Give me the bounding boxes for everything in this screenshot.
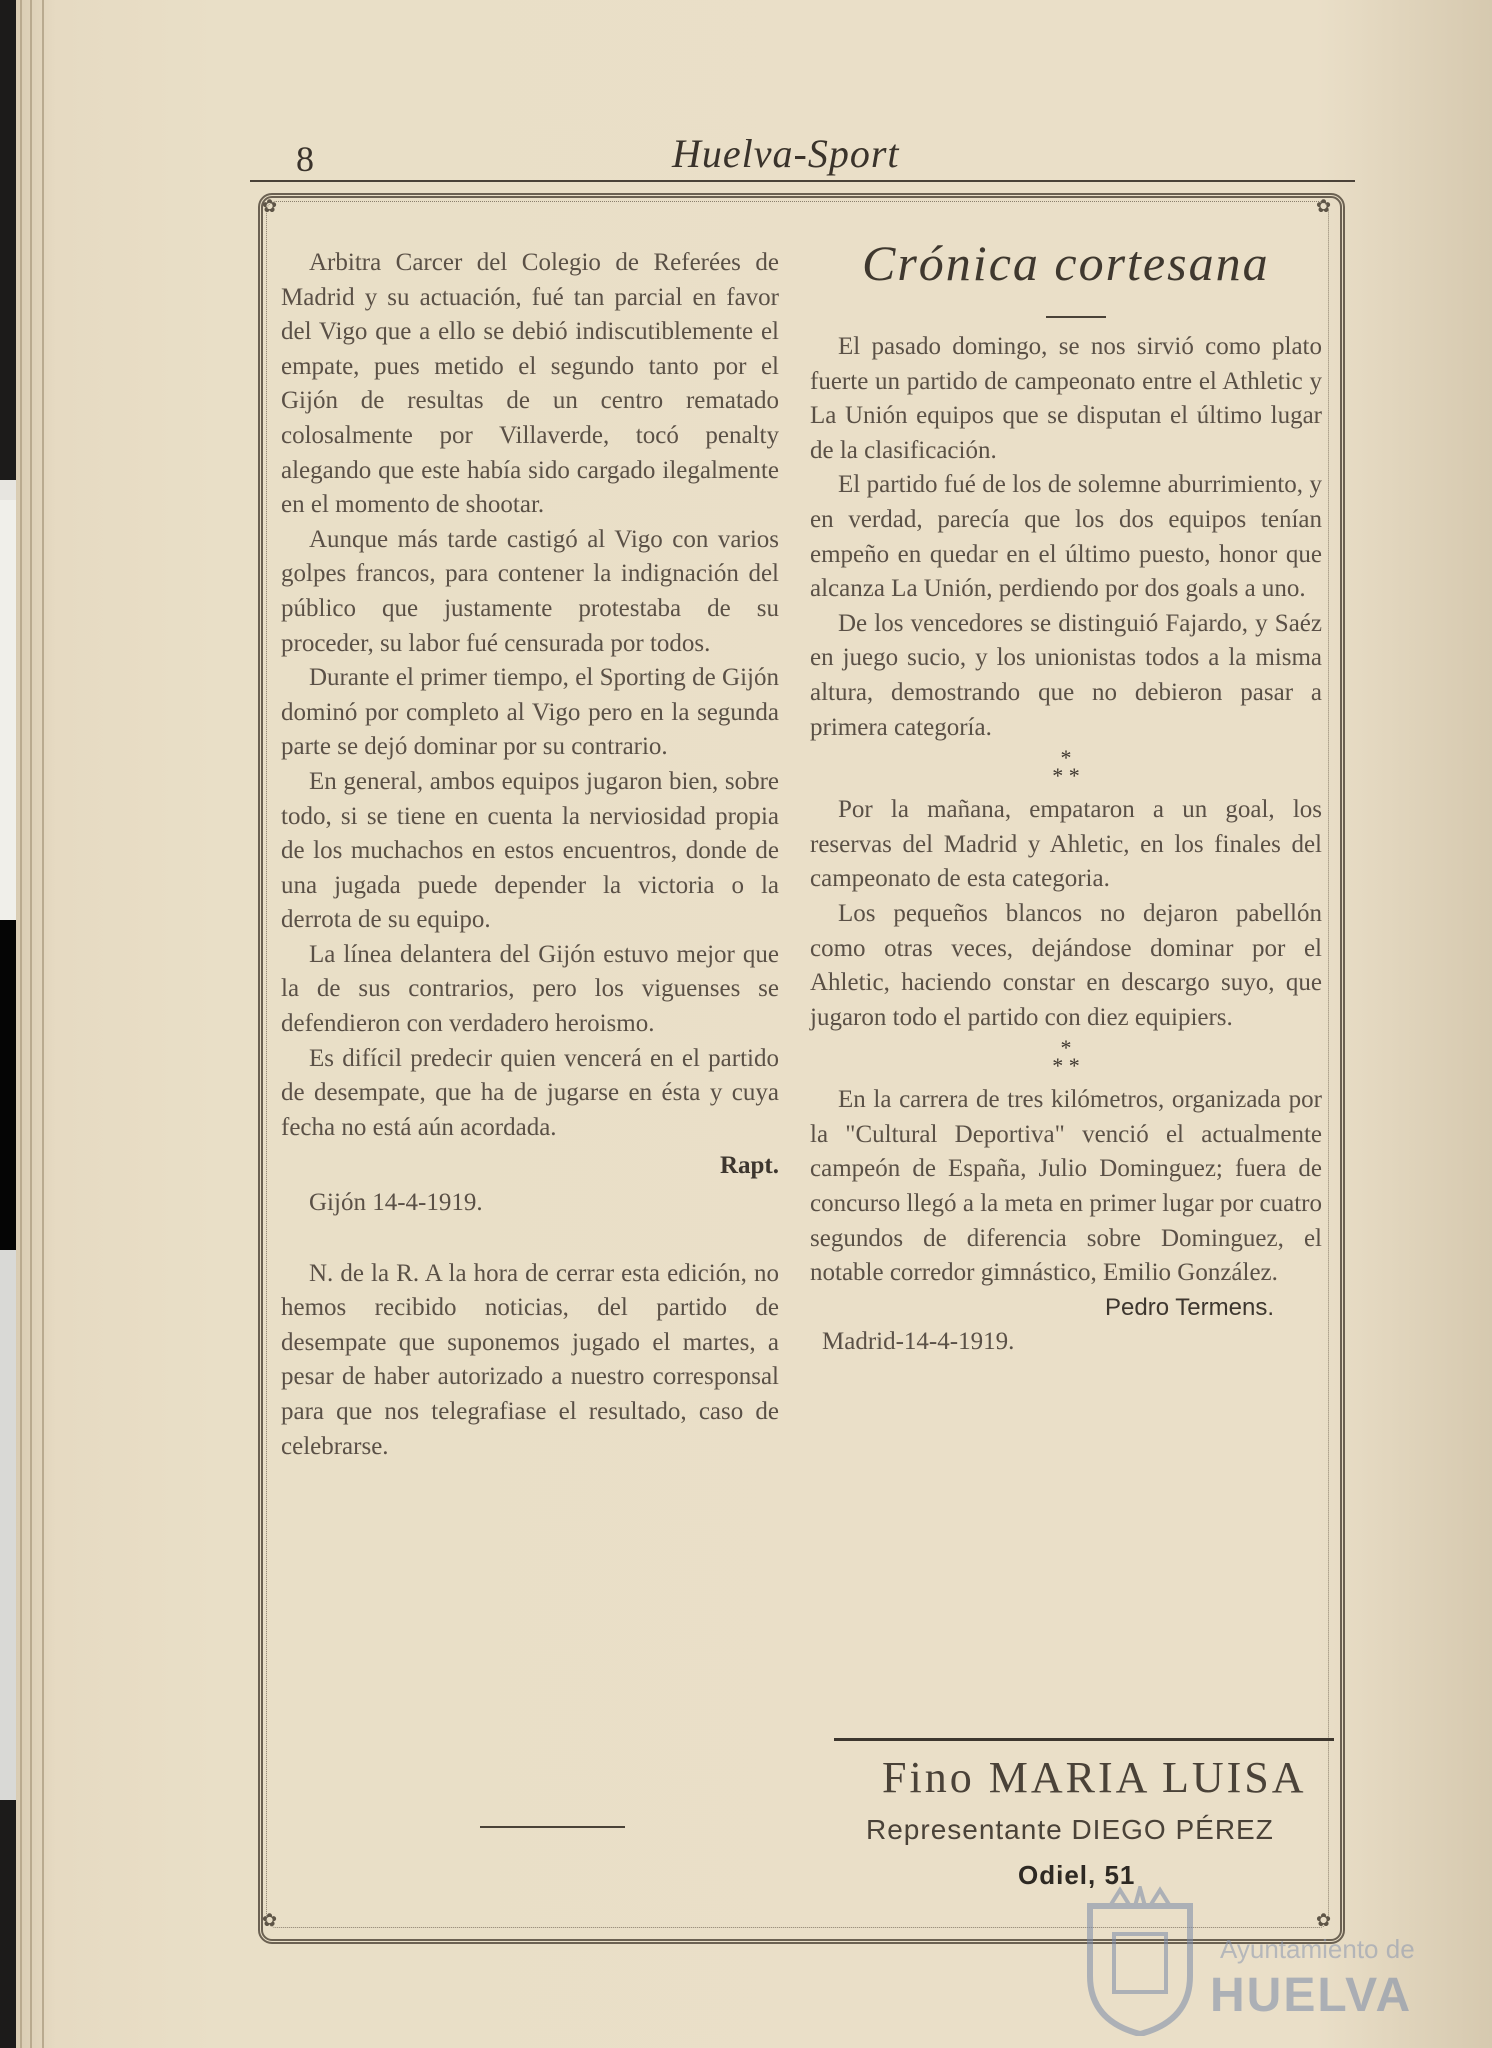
article-paragraph: Por la mañana, empataron a un goal, los reservas del Madrid y Ahletic, en los finales del campeonato de esta categoria.	[810, 796, 1322, 893]
article-paragraph: El pasado domingo, se nos sirvió como plato fuerte un partido de campeonato entre el Athletic y La Unión equipos que se disputan el último lugar de la clasificación.	[810, 333, 1322, 464]
section-title: Crónica cortesana	[862, 235, 1270, 291]
advertisement-rule	[834, 1738, 1334, 1741]
right-column-article	[810, 330, 1322, 1360]
header-rule	[250, 180, 1355, 182]
page-edge-line	[42, 0, 44, 2048]
watermark-line-2: HUELVA	[1210, 1969, 1413, 2022]
asterism-divider: * * *	[1052, 745, 1080, 789]
scan-target-chip	[0, 480, 16, 500]
advertisement-representative: Representante DIEGO PÉREZ	[866, 1814, 1274, 1845]
running-head	[0, 122, 1476, 182]
article-paragraph: Es difícil predecir quien vencerá en el partido de desempate, que ha de jugarse en ésta y cuya fecha no está aún acordada.	[281, 1044, 779, 1141]
advertisement-address: Odiel, 51	[1018, 1860, 1136, 1890]
article-paragraph: Arbitra Carcer del Colegio de Referées de Madrid y su actuación, fué tan parcial en favor del Vigo que a ello se debió indiscutiblemente el empate, pues metido el segundo tanto por el Gijón de resultas de un centro rematado colosalmente por Villaverde, tocó penalty alegando que este había sido cargado ilegalmente en el momento de shootar.	[281, 249, 779, 519]
frame-corner-ornament-icon: ✿	[262, 196, 278, 216]
article-paragraph: Durante el primer tiempo, el Sporting de Gijón dominó por completo al Vigo pero en la segunda parte se dejó dominar por su contrario.	[281, 664, 779, 761]
scanner-background-strip	[0, 0, 16, 2048]
asterism-divider: * * *	[1052, 1035, 1080, 1079]
journal-title: Huelva-Sport	[672, 131, 900, 176]
article-paragraph: En general, ambos equipos jugaron bien, sobre todo, si se tiene en cuenta la nerviosidad propia de los muchachos en estos encuentros, donde de una jugada puede depender la victoria o la derrota de su equipo.	[281, 767, 779, 934]
article-signature: Rapt.	[719, 1152, 779, 1180]
scan-target-chip	[0, 920, 16, 1250]
article-paragraph: Aunque más tarde castigó al Vigo con varios golpes francos, para contener la indignación del público que justamente protestaba de su proceder, su labor fué censurada por todos.	[281, 525, 779, 657]
scan-target-chip	[0, 1250, 16, 1800]
article-paragraph: El partido fué de los de solemne aburrimiento, y en verdad, parecía que los dos equipos tenían empeño en quedar en el último puesto, honor que alcanza La Unión, perdiendo por dos goals a uno.	[810, 471, 1322, 603]
advertisement-name: Fino MARIA LUISA	[882, 1753, 1307, 1802]
frame-corner-ornament-icon: ✿	[1316, 1910, 1332, 1930]
page-edge-line	[20, 0, 22, 2048]
watermark-line-1: Ayuntamiento de	[1220, 1934, 1415, 1964]
scan-target-chip	[0, 500, 16, 920]
article-paragraph: De los vencedores se distinguió Fajardo, y Saéz en juego sucio, y los unionistas todos a la misma altura, demostrando que no debieron pasar a primera categoría.	[810, 609, 1322, 741]
frame-corner-ornament-icon: ✿	[262, 1910, 278, 1930]
article-paragraph: Los pequeños blancos no dejaron pabellón como otras veces, dejándose dominar por el Ahletic, haciendo constar en descargo suyo, que jugaron todo el partido con diez equipiers.	[810, 899, 1322, 1031]
left-column-article	[281, 246, 779, 1464]
article-dateline: Madrid-14-4-1919.	[822, 1328, 1015, 1356]
frame-corner-ornament-icon: ✿	[1316, 196, 1332, 216]
title-rule	[1046, 316, 1106, 318]
article-author: Pedro Termens.	[1105, 1293, 1274, 1321]
page-edge-line	[30, 0, 32, 2048]
article-dateline: Gijón 14-4-1919.	[309, 1189, 483, 1217]
column-end-rule	[480, 1826, 625, 1828]
page-number: 8	[296, 139, 314, 179]
article-paragraph: En la carrera de tres kilómetros, organizada por la "Cultural Deportiva" venció el actualmente campeón de España, Julio Dominguez; fuera de concurso llegó a la meta en primer lugar por cuatro segundos de diferencia sobre Dominguez, el notable corredor gimnástico, Emilio González.	[810, 1086, 1322, 1287]
city-crest-icon	[1080, 1886, 1200, 2036]
article-paragraph: La línea delantera del Gijón estuvo mejor que la de sus contrarios, pero los viguenses se defendieron con verdadero heroismo.	[281, 940, 779, 1038]
archive-watermark	[1080, 1886, 1420, 2036]
editor-note: N. de la R. A la hora de cerrar esta edición, no hemos recibido noticias, del partido de desempate que suponemos jugado el martes, a pesar de haber autorizado a nuestro corresponsal para que nos telegrafiase el resultado, caso de celebrarse.	[281, 1259, 779, 1460]
